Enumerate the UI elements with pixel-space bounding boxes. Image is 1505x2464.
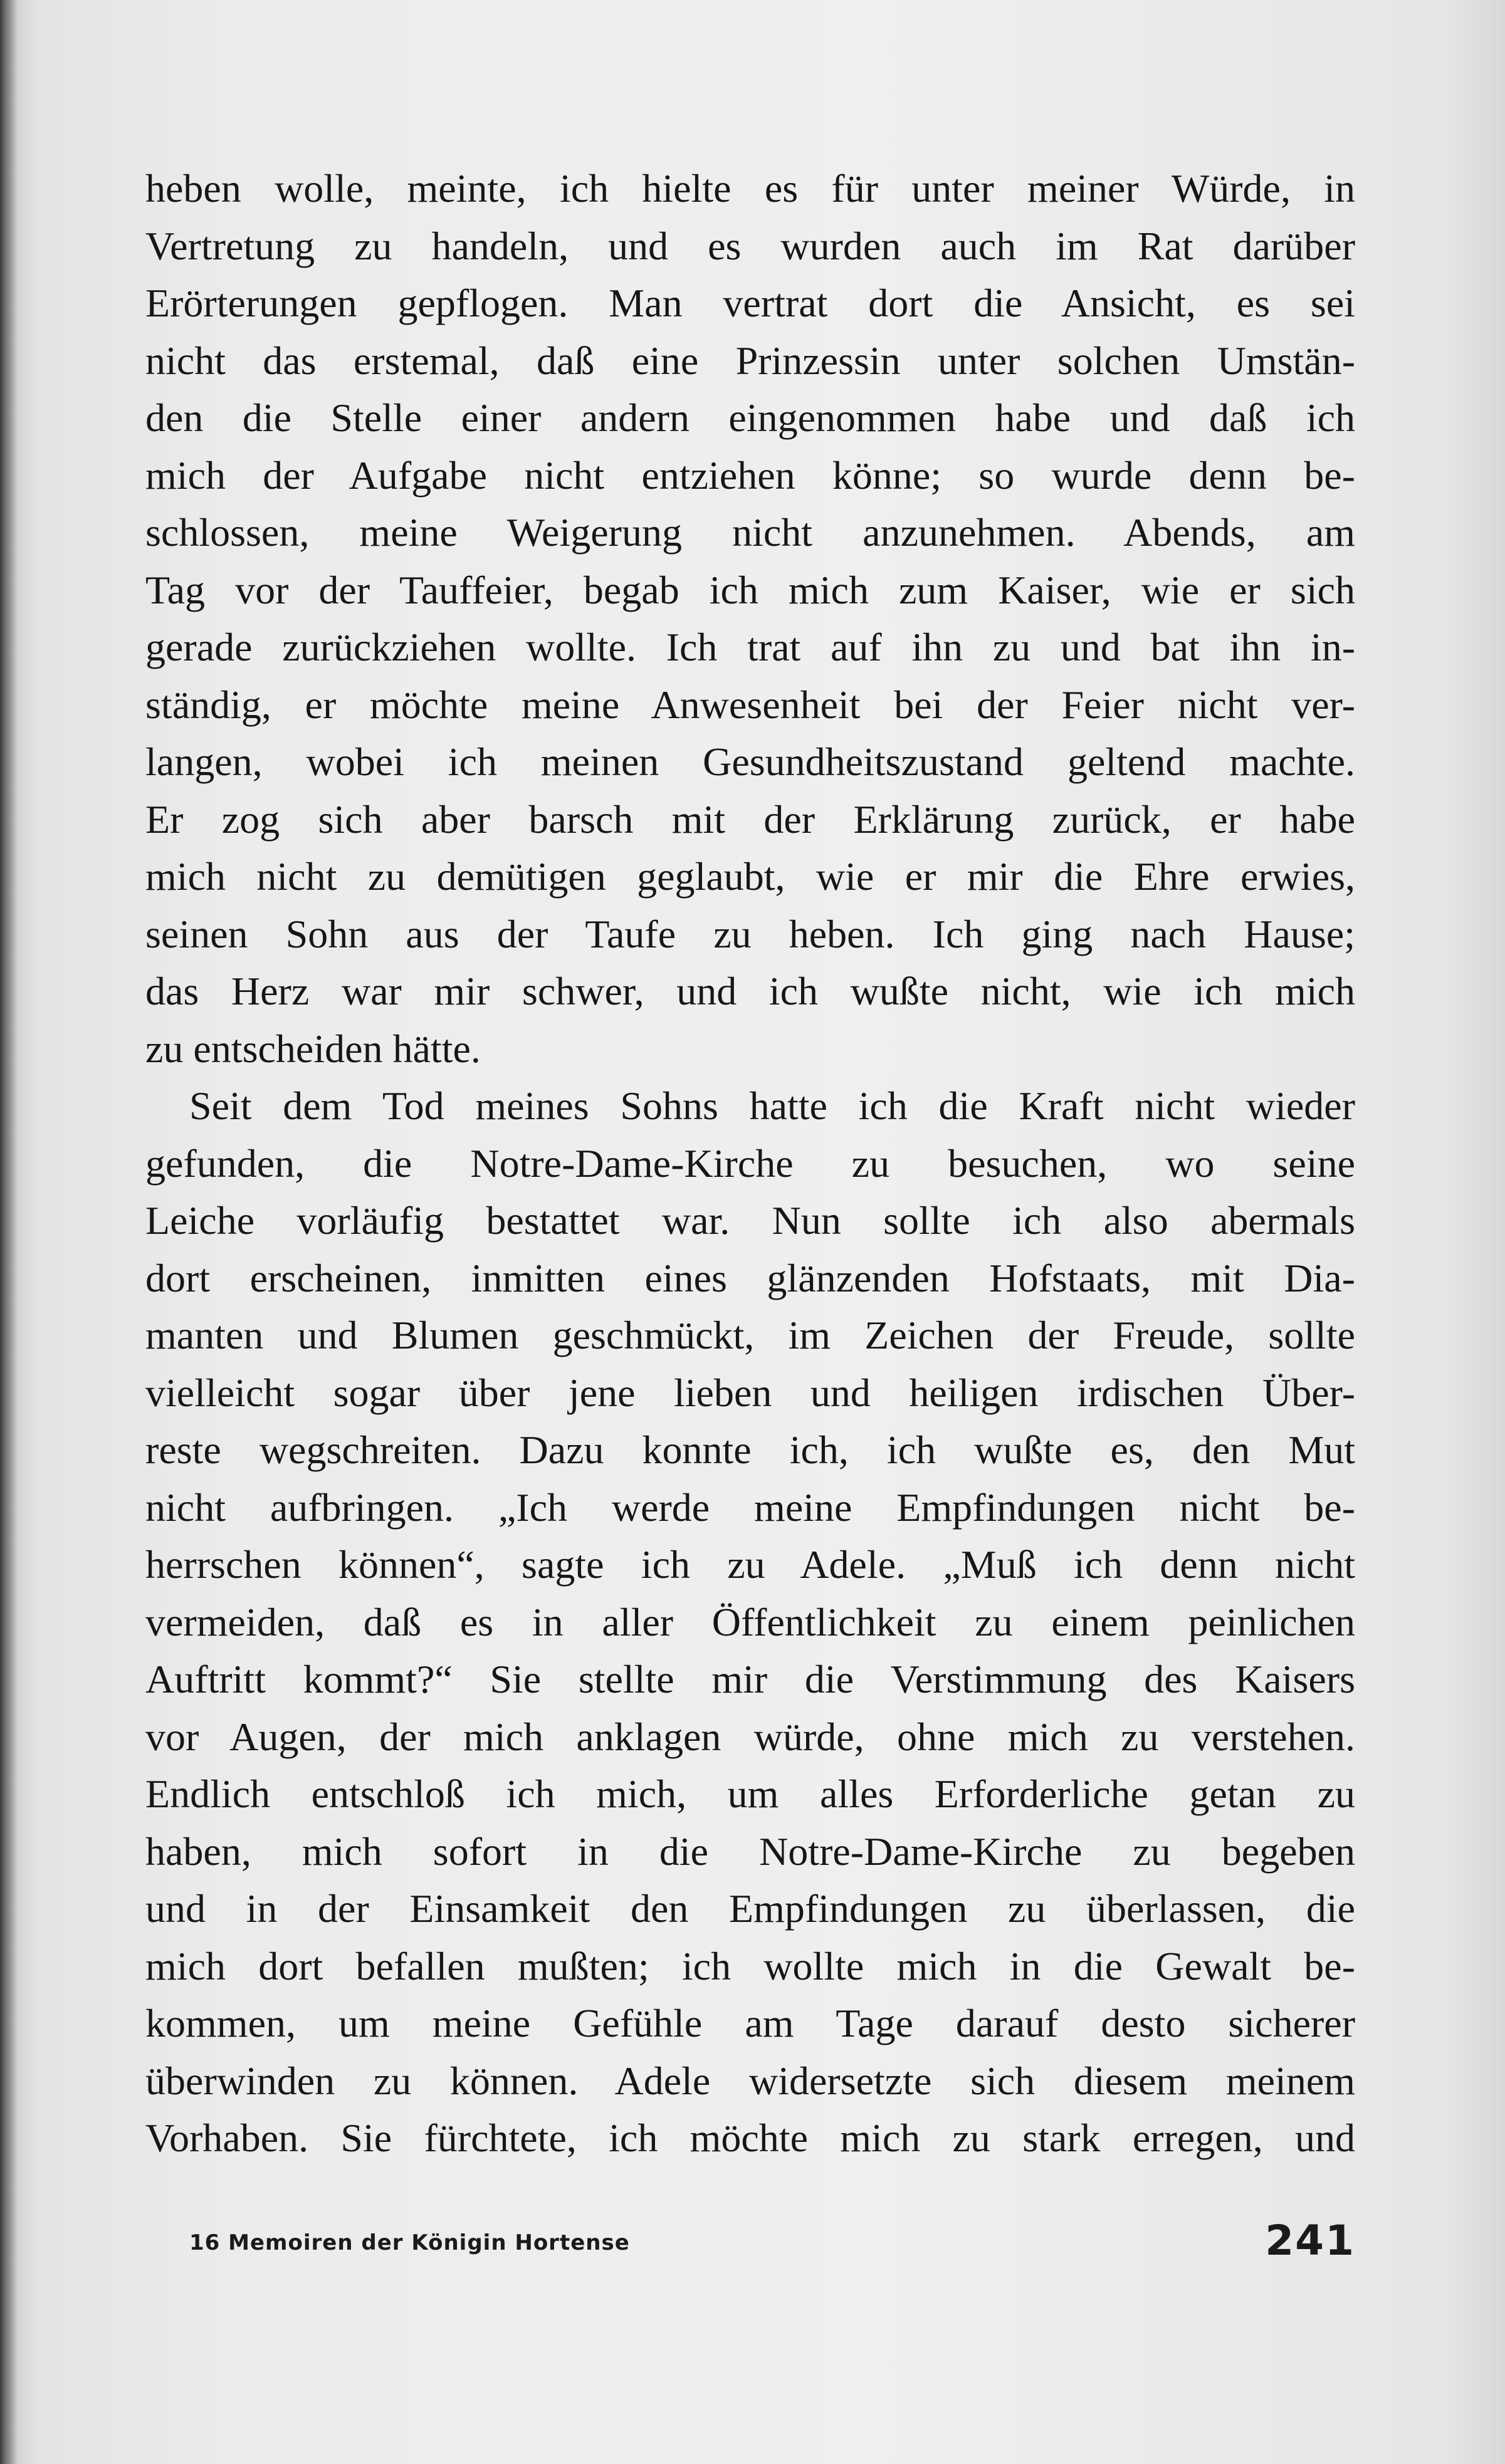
text-line: manten und Blumen geschmückt, im Zeichen der Freude, sollte <box>145 1313 1355 1357</box>
text-line: langen, wobei ich meinen Gesundheitszustand geltend machte. <box>145 739 1355 784</box>
text-line: den die Stelle einer andern eingenommen habe und daß ich <box>145 395 1355 440</box>
text-line: dort erscheinen, inmitten eines glänzenden Hofstaats, mit Dia- <box>145 1255 1355 1300</box>
text-line: mich dort befallen mußten; ich wollte mich in die Gewalt be- <box>145 1943 1355 1988</box>
text-line: gefunden, die Notre-Dame-Kirche zu besuchen, wo seine <box>145 1141 1355 1186</box>
text-line: Vorhaben. Sie fürchtete, ich möchte mich zu stark erregen, und <box>145 2116 1355 2160</box>
text-line: kommen, um meine Gefühle am Tage darauf desto sicherer <box>145 2001 1355 2045</box>
text-line: Tag vor der Tauffeier, begab ich mich zum Kaiser, wie er sich <box>145 567 1355 612</box>
text-line: Endlich entschloß ich mich, um alles Erforderliche getan zu <box>145 1772 1355 1816</box>
text-line: herrschen können“, sagte ich zu Adele. „Muß ich denn nicht <box>145 1542 1355 1587</box>
text-line: zu entscheiden hätte. <box>145 1026 481 1071</box>
text-line: Auftritt kommt?“ Sie stellte mir die Verstimmung des Kaisers <box>145 1657 1355 1701</box>
text-line: haben, mich sofort in die Notre-Dame-Kirche zu begeben <box>145 1829 1355 1874</box>
text-line: das Herz war mir schwer, und ich wußte nicht, wie ich mich <box>145 969 1355 1013</box>
text-line: mich nicht zu demütigen geglaubt, wie er mir die Ehre erwies, <box>145 854 1355 899</box>
text-line: mich der Aufgabe nicht entziehen könne; so wurde denn be- <box>145 452 1355 498</box>
book-spine-shadow <box>0 0 18 2464</box>
text-line: heben wolle, meinte, ich hielte es für unter meiner Würde, in <box>145 166 1355 211</box>
text-line: gerade zurückziehen wollte. Ich trat auf ihn zu und bat ihn in- <box>145 625 1355 669</box>
page-footer <box>145 2216 1355 2272</box>
text-line: schlossen, meine Weigerung nicht anzunehmen. Abends, am <box>145 510 1355 555</box>
text-line: Erörterungen gepflogen. Man vertrat dort die Ansicht, es sei <box>145 281 1355 325</box>
text-line: und in der Einsamkeit den Empfindungen zu überlassen, die <box>145 1886 1355 1931</box>
text-line: Er zog sich aber barsch mit der Erklärung zurück, er habe <box>145 796 1355 842</box>
text-line: Leiche vorläufig bestattet war. Nun sollte ich also abermals <box>145 1198 1355 1243</box>
text-line: nicht das erstemal, daß eine Prinzessin unter solchen Umstän- <box>145 338 1355 383</box>
text-line: Seit dem Tod meines Sohns hatte ich die Kraft nicht wieder <box>189 1083 1355 1128</box>
page-number: 241 <box>1265 2216 1355 2265</box>
printer-signature: 16 Memoiren der Königin Hortense <box>189 2230 630 2255</box>
text-line: ständig, er möchte meine Anwesenheit bei der Feier nicht ver- <box>145 682 1355 727</box>
text-line: vor Augen, der mich anklagen würde, ohne mich zu verstehen. <box>145 1714 1355 1759</box>
text-line: seinen Sohn aus der Taufe zu heben. Ich ging nach Hause; <box>145 911 1355 956</box>
text-line: vermeiden, daß es in aller Öffentlichkeit zu einem peinlichen <box>145 1599 1355 1644</box>
text-line: reste wegschreiten. Dazu konnte ich, ich wußte es, den Mut <box>145 1428 1355 1472</box>
text-line: nicht aufbringen. „Ich werde meine Empfindungen nicht be- <box>145 1485 1355 1530</box>
text-line: überwinden zu können. Adele widersetzte sich diesem meinem <box>145 2058 1355 2103</box>
text-line: vielleicht sogar über jene lieben und heiligen irdischen Über- <box>145 1370 1355 1415</box>
text-line: Vertretung zu handeln, und es wurden auch im Rat darüber <box>145 223 1355 268</box>
body-text <box>145 160 1355 2167</box>
